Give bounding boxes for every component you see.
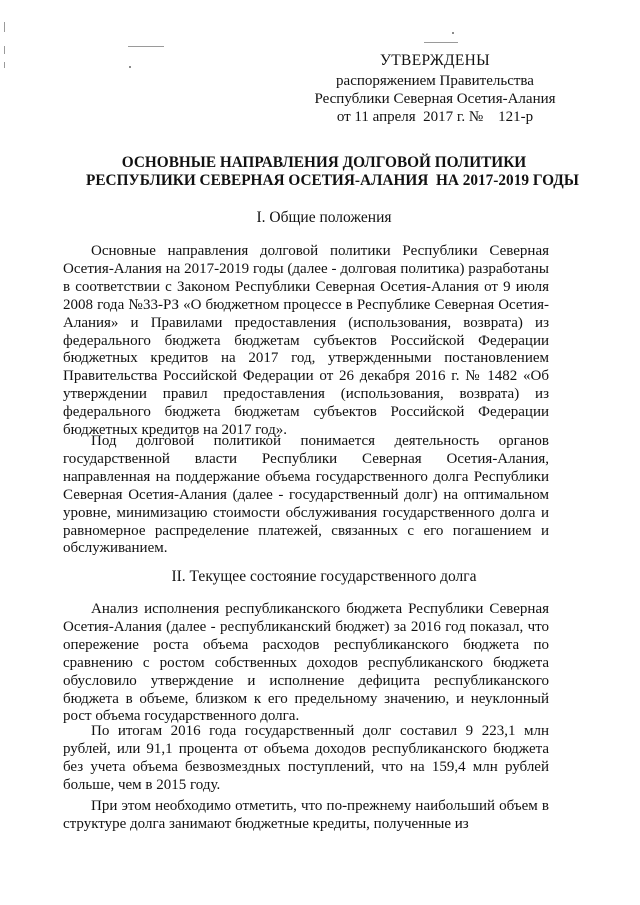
approval-line: распоряжением Правительства [336, 73, 534, 89]
approval-title: УТВЕРЖДЕНЫ [380, 52, 490, 69]
approval-stamp [300, 52, 570, 126]
scan-mark [4, 62, 5, 68]
document-title [86, 154, 579, 190]
document-title-line: РЕСПУБЛИКИ СЕВЕРНАЯ ОСЕТИЯ-АЛАНИЯ НА 2017-2019 ГОДЫ [86, 172, 579, 189]
scan-mark [4, 22, 5, 32]
scan-mark [452, 32, 454, 34]
paragraph: Анализ исполнения республиканского бюджета Республики Северная Осетия-Алания (далее - республиканский бюджет) за 2016 год показал, что опережение роста объема расходов республиканского бюджета по сравнению с ростом собственных доходов республиканского бюджета обусловило утверждение и исполнение дефицита республиканского бюджета в объеме, близком к его предельному значению, и неуклонный рост объема государственного долга. [63, 601, 549, 725]
paragraph: При этом необходимо отметить, что по-прежнему наибольший объем в структуре долга занимают бюджетные кредиты, полученные из [63, 798, 549, 832]
paragraph: Основные направления долговой политики Республики Северная Осетия-Алания на 2017-2019 годы (далее - долговая политика) разработаны в соответствии с Законом Республики Северная Осетия-Алания от 9 июля 2008 года №33-РЗ «О бюджетном процессе в Республике Северная Осетия-Алания» и Правилами предоставления (использования, возврата) из федерального бюджета бюджетам субъектов Российской Федерации бюджетных кредитов на 2017 год, утвержденными постановлением Правительства Российской Федерации от 26 декабря 2016 г. № 1482 «Об утверждении правил предоставления (использования, возврата) из федерального бюджета бюджетам субъектов Российской Федерации бюджетных кредитов на 2017 год». [63, 243, 549, 439]
paragraph: По итогам 2016 года государственный долг составил 9 223,1 млн рублей, или 91,1 процента от объема доходов республиканского бюджета без учета объема безвозмездных поступлений, что на 159,4 млн рублей больше, чем в 2015 году. [63, 723, 549, 793]
section-heading: I. Общие положения [256, 209, 392, 226]
scan-mark [424, 42, 458, 43]
approval-line: Республики Северная Осетия-Алания [314, 91, 556, 107]
paragraph: Под долговой политикой понимается деятельность органов государственной власти Республики Северная Осетия-Алания, направленная на поддержание объема государственного долга Республики Северная Осетия-Алания (далее - государственный долг) на оптимальном уровне, минимизацию стоимости обслуживания государственного долга и равномерное распределение платежей, связанных с его погашением и обслуживанием. [63, 433, 549, 557]
scan-mark [4, 46, 5, 54]
approval-line: от 11 апреля 2017 г. № 121-р [336, 109, 534, 125]
scan-mark [129, 66, 131, 68]
scan-mark [128, 46, 164, 47]
section-heading: II. Текущее состояние государственного долга [171, 568, 477, 585]
document-title-line: ОСНОВНЫЕ НАПРАВЛЕНИЯ ДОЛГОВОЙ ПОЛИТИКИ [121, 154, 527, 171]
